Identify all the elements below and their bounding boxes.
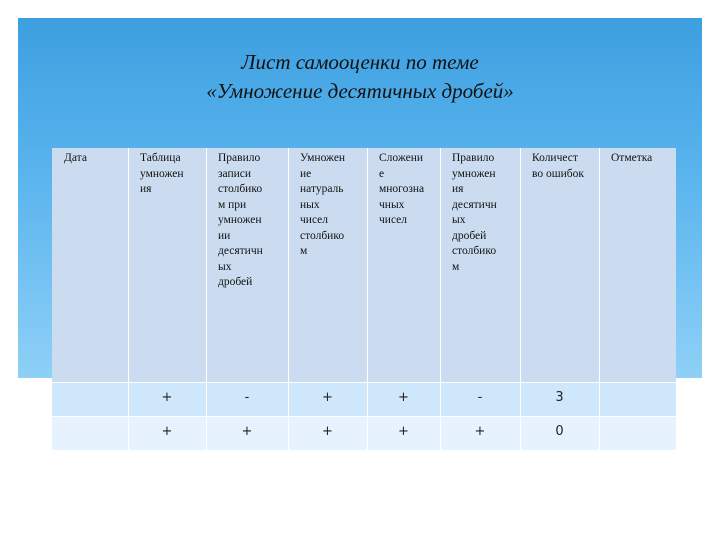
header-text-line: дробей [452, 229, 487, 242]
table-cell: - [244, 390, 250, 405]
header-text-line: столбико [218, 183, 263, 195]
self-assessment-table [52, 148, 676, 450]
header-text-line: столбико [452, 245, 497, 257]
slide-title [0, 48, 720, 106]
header-text-line: Дата [64, 152, 87, 164]
table-header-cell [128, 148, 206, 382]
table-cell: + [322, 424, 333, 439]
table-cell: + [398, 424, 409, 439]
header-text-line: чисел [300, 214, 329, 226]
table-header-cell [52, 148, 128, 382]
header-text-line: записи [218, 167, 252, 180]
header-text-line: многозна [379, 183, 425, 195]
column-divider [520, 148, 521, 450]
header-text-line: Таблица [140, 152, 181, 164]
header-text-line: ия [140, 183, 152, 195]
title-line-2: «Умножение десятичных дробей» [206, 79, 514, 103]
table-cell: 0 [555, 424, 564, 439]
header-text-line: ых [218, 260, 232, 273]
column-divider [128, 148, 129, 450]
header-text-line: Количест [532, 152, 578, 164]
table-header-cell [440, 148, 520, 382]
table-cell: + [398, 390, 409, 405]
header-text-line: во ошибок [532, 167, 584, 180]
header-text-line: ных [300, 198, 320, 211]
header-text-line: Правило [452, 152, 495, 164]
row-divider [52, 382, 676, 383]
header-text-line: чисел [379, 214, 408, 226]
header-text-line: натураль [300, 183, 344, 195]
header-text-line: столбико [300, 229, 345, 242]
table-header-cell [206, 148, 288, 382]
table-cell: + [161, 390, 173, 405]
header-text-line: ия [452, 183, 464, 195]
header-text-line: м при [218, 198, 247, 211]
table-header-cell [599, 148, 676, 382]
table-cell: + [322, 390, 333, 405]
table-cell: + [241, 424, 253, 439]
header-text-line: чных [379, 198, 405, 211]
column-divider [440, 148, 441, 450]
header-text-line: десятичн [452, 198, 497, 211]
column-divider [367, 148, 368, 450]
table-cell: + [474, 424, 486, 439]
table-header-cell [288, 148, 367, 382]
header-text-line: Отметка [611, 152, 653, 164]
header-text-line: м [452, 260, 460, 273]
header-text-line: ие [300, 167, 312, 180]
column-divider [288, 148, 289, 450]
header-text-line: Сложени [379, 152, 424, 164]
header-text-line: е [379, 167, 385, 180]
table-header-cell [520, 148, 599, 382]
header-text-line: Правило [218, 152, 261, 164]
header-text-line: умножен [140, 167, 184, 180]
header-text-line: умножен [452, 167, 496, 180]
title-line-1: Лист самооценки по теме [241, 50, 479, 74]
header-text-line: дробей [218, 276, 253, 288]
header-text-line: м [300, 245, 308, 257]
header-text-line: Умножен [300, 152, 346, 164]
header-text-line: ии [218, 229, 231, 242]
table-cell: - [477, 390, 483, 405]
header-text-line: ых [452, 214, 466, 226]
table-cell: + [161, 424, 173, 439]
header-text-line: умножен [218, 214, 262, 226]
column-divider [206, 148, 207, 450]
row-divider [52, 416, 676, 417]
column-divider [599, 148, 600, 450]
table-cell: 3 [555, 390, 564, 405]
header-text-line: десятичн [218, 245, 263, 257]
table-header-cell [367, 148, 440, 382]
